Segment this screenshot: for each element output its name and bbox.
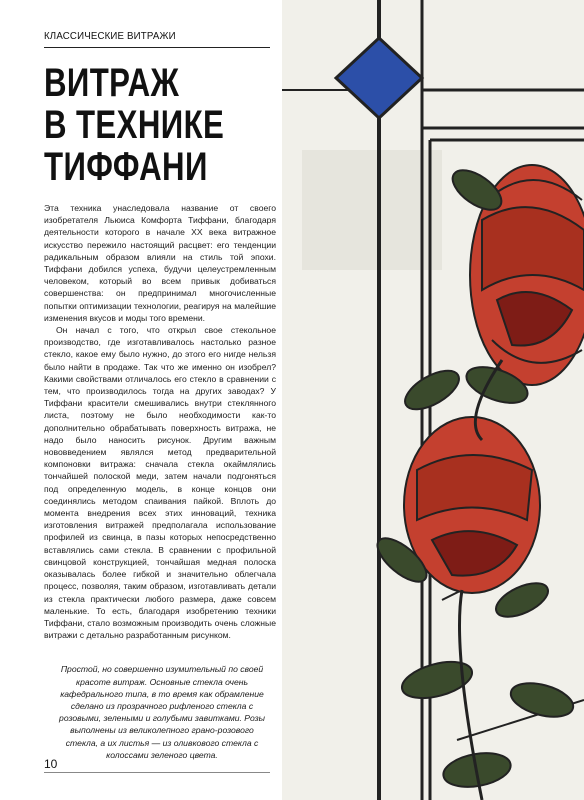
article-title bbox=[44, 62, 276, 188]
title-line-1: ВИТРАЖ bbox=[44, 61, 180, 105]
text-column bbox=[44, 30, 276, 790]
title-line-3: ТИФФАНИ bbox=[44, 145, 208, 189]
stained-glass-illustration bbox=[282, 0, 584, 800]
section-label: КЛАССИЧЕСКИЕ ВИТРАЖИ bbox=[44, 30, 176, 42]
title-line-2: В ТЕХНИКЕ bbox=[44, 103, 225, 147]
page-number: 10 bbox=[44, 757, 58, 771]
paragraph-1: Эта техника унаследовала название от своего изобретателя Льюиса Комфорта Тиффани, благодаря деятельности которого в начале XX века витражное искусство пережило настоящий расцвет: его тенденции радикальным образом влияли на стиль той эпохи. Тиффани добился успеха, будучи целеустремленным человеком, который во всем привык добиваться совершенства: он предпринимал многочисленные попытки оптимизации технологии, реагируя на малейшие изменения вкусов и моды того времени. bbox=[44, 203, 276, 323]
image-caption: Простой, но совершенно изумительный по своей красоте витраж. Основные стекла очень кафедрального типа, в то время как обрамление сделано из прозрачного рифленого стекла с розовыми, зелеными и голубыми завитками. Розы выполнены из великолепного грано-розового стекла, а их листья — из оливкового стекла с колоссами зеленого цвета. bbox=[59, 664, 265, 760]
paragraph-2: Он начал с того, что открыл свое стекольное производство, где изготавливалось настолько разное стекло, какое ему было нужно, до этого его нигде нельзя было найти в продаже. Так что же именно он изобрел? Какими свойствами отличалось его стекло в сравнении с тем, что производилось тогда на других заводах? У Тиффани красители смешивались внутри стеклянного листа, поэтому не было необходимости как-то дополнительно обрабатывать поверхность витража, не надо было наносить рисунок. Другим важным нововведением являлся метод предварительной компоновки витража: сначала стекла окаймлялись тончайшей полоской меди, затем начали подгоняться под определенную модель, в конце концов они соединялись методом спаивания пайкой. Вплоть до момента внедрения всех этих инноваций, техника изготовления витражей предполагала использование профилей из свинца, в пазы которых непосредственно вставлялись сами стекла. В сравнении с профильной свинцовой конструкцией, тончайшая медная полоска оказывалась более гибкой и значительно облегчала процесс, позволяя, таким образом, изготавливать детали из стекла практически любого размера, даже совсем маленькие. То есть, благодаря изобретению техники Тиффани, стало возможным производить очень сложные витражи с детально разработанным рисунком. bbox=[44, 325, 276, 641]
section-divider bbox=[44, 47, 270, 48]
stained-glass-image bbox=[282, 0, 584, 800]
footer-rule bbox=[44, 772, 270, 773]
article-body bbox=[44, 202, 276, 641]
